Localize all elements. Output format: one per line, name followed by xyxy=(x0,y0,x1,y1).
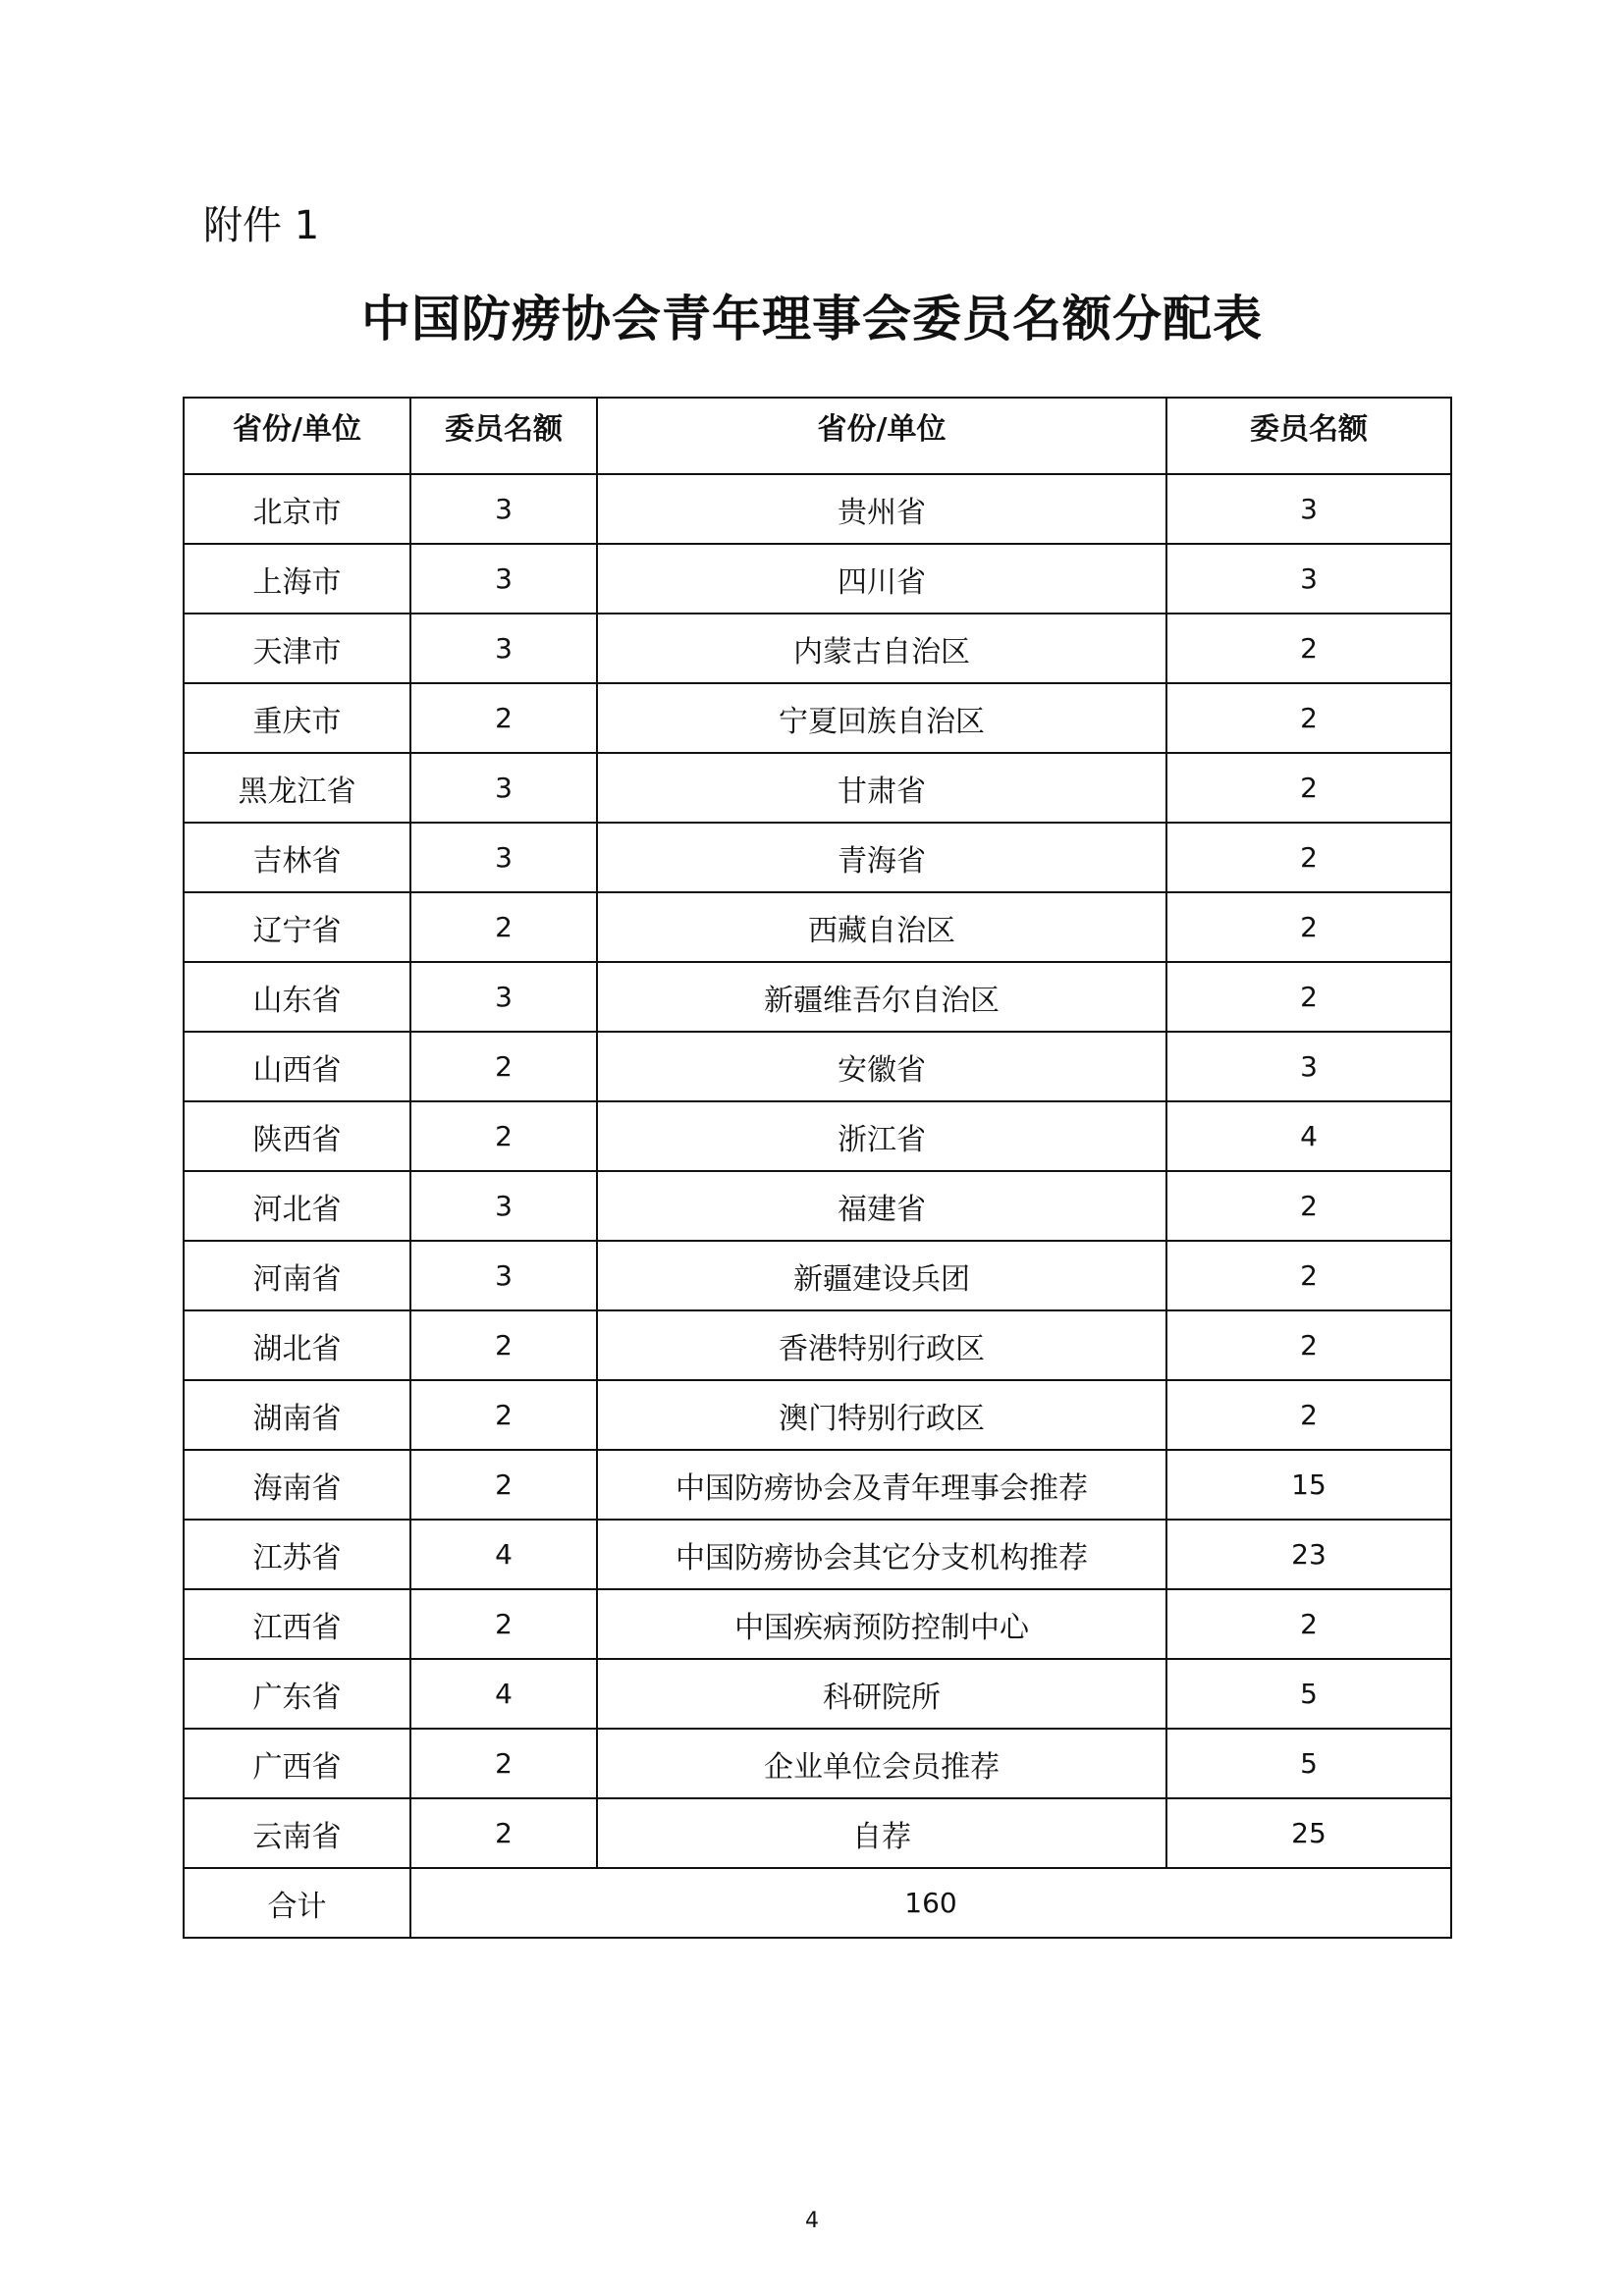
cell-quota: 3 xyxy=(410,823,597,892)
cell-quota: 3 xyxy=(410,544,597,614)
column-header-unit: 省份/单位 xyxy=(184,398,410,474)
cell-unit: 企业单位会员推荐 xyxy=(597,1729,1166,1798)
cell-quota: 23 xyxy=(1166,1520,1451,1589)
cell-quota: 2 xyxy=(1166,823,1451,892)
cell-unit: 河南省 xyxy=(184,1241,410,1310)
cell-unit: 西藏自治区 xyxy=(597,892,1166,962)
document-title: 中国防痨协会青年理事会委员名额分配表 xyxy=(361,290,1263,347)
table-row xyxy=(184,1101,1451,1171)
cell-quota: 2 xyxy=(410,683,597,753)
table-row xyxy=(184,1659,1451,1729)
cell-quota: 2 xyxy=(1166,892,1451,962)
cell-unit: 重庆市 xyxy=(184,683,410,753)
cell-quota: 2 xyxy=(1166,962,1451,1032)
table-row xyxy=(184,1589,1451,1659)
cell-quota: 2 xyxy=(410,1450,597,1520)
table-row xyxy=(184,474,1451,544)
cell-quota: 3 xyxy=(410,474,597,544)
cell-unit: 河北省 xyxy=(184,1171,410,1241)
cell-quota: 15 xyxy=(1166,1450,1451,1520)
cell-unit: 江西省 xyxy=(184,1589,410,1659)
column-header-quota: 委员名额 xyxy=(1166,398,1451,474)
table-row xyxy=(184,683,1451,753)
table-row xyxy=(184,1032,1451,1101)
cell-quota: 2 xyxy=(1166,614,1451,683)
page-number: 4 xyxy=(805,2209,819,2233)
cell-unit: 新疆建设兵团 xyxy=(597,1241,1166,1310)
cell-quota: 2 xyxy=(1166,753,1451,823)
total-value: 160 xyxy=(410,1868,1451,1938)
cell-unit: 江苏省 xyxy=(184,1520,410,1589)
cell-quota: 2 xyxy=(1166,1380,1451,1450)
table-row xyxy=(184,1241,1451,1310)
cell-quota: 2 xyxy=(410,1101,597,1171)
cell-unit: 陕西省 xyxy=(184,1101,410,1171)
table-row xyxy=(184,1798,1451,1868)
cell-unit: 广东省 xyxy=(184,1659,410,1729)
cell-unit: 澳门特别行政区 xyxy=(597,1380,1166,1450)
cell-unit: 湖北省 xyxy=(184,1310,410,1380)
total-row xyxy=(184,1868,1451,1938)
cell-quota: 2 xyxy=(1166,1171,1451,1241)
cell-quota: 2 xyxy=(410,1729,597,1798)
cell-quota: 2 xyxy=(410,1310,597,1380)
cell-unit: 科研院所 xyxy=(597,1659,1166,1729)
cell-unit: 中国防痨协会其它分支机构推荐 xyxy=(597,1520,1166,1589)
cell-unit: 云南省 xyxy=(184,1798,410,1868)
cell-unit: 广西省 xyxy=(184,1729,410,1798)
cell-quota: 3 xyxy=(410,753,597,823)
column-header-quota: 委员名额 xyxy=(410,398,597,474)
cell-unit: 自荐 xyxy=(597,1798,1166,1868)
cell-unit: 四川省 xyxy=(597,544,1166,614)
cell-unit: 黑龙江省 xyxy=(184,753,410,823)
cell-unit: 内蒙古自治区 xyxy=(597,614,1166,683)
cell-quota: 2 xyxy=(1166,1241,1451,1310)
cell-unit: 福建省 xyxy=(597,1171,1166,1241)
cell-quota: 3 xyxy=(1166,474,1451,544)
cell-quota: 3 xyxy=(410,962,597,1032)
cell-quota: 4 xyxy=(1166,1101,1451,1171)
cell-unit: 青海省 xyxy=(597,823,1166,892)
cell-quota: 2 xyxy=(1166,1589,1451,1659)
table-row xyxy=(184,614,1451,683)
table-row xyxy=(184,1380,1451,1450)
cell-quota: 25 xyxy=(1166,1798,1451,1868)
column-header-unit: 省份/单位 xyxy=(597,398,1166,474)
cell-quota: 2 xyxy=(410,892,597,962)
table-row xyxy=(184,753,1451,823)
table-row xyxy=(184,1520,1451,1589)
table-row xyxy=(184,1310,1451,1380)
cell-unit: 中国疾病预防控制中心 xyxy=(597,1589,1166,1659)
cell-unit: 山西省 xyxy=(184,1032,410,1101)
cell-quota: 3 xyxy=(1166,544,1451,614)
cell-quota: 3 xyxy=(1166,1032,1451,1101)
cell-unit: 宁夏回族自治区 xyxy=(597,683,1166,753)
cell-quota: 2 xyxy=(410,1798,597,1868)
total-label: 合计 xyxy=(184,1868,410,1938)
cell-unit: 甘肃省 xyxy=(597,753,1166,823)
cell-quota: 5 xyxy=(1166,1659,1451,1729)
table-row xyxy=(184,962,1451,1032)
cell-unit: 辽宁省 xyxy=(184,892,410,962)
cell-unit: 中国防痨协会及青年理事会推荐 xyxy=(597,1450,1166,1520)
cell-quota: 2 xyxy=(1166,683,1451,753)
cell-unit: 上海市 xyxy=(184,544,410,614)
cell-unit: 安徽省 xyxy=(597,1032,1166,1101)
cell-unit: 香港特别行政区 xyxy=(597,1310,1166,1380)
cell-quota: 2 xyxy=(1166,1310,1451,1380)
cell-unit: 天津市 xyxy=(184,614,410,683)
cell-unit: 新疆维吾尔自治区 xyxy=(597,962,1166,1032)
cell-quota: 4 xyxy=(410,1520,597,1589)
table-header-row xyxy=(184,398,1451,474)
cell-quota: 4 xyxy=(410,1659,597,1729)
cell-quota: 2 xyxy=(410,1589,597,1659)
cell-unit: 贵州省 xyxy=(597,474,1166,544)
cell-quota: 2 xyxy=(410,1380,597,1450)
table-row xyxy=(184,1729,1451,1798)
cell-quota: 2 xyxy=(410,1032,597,1101)
table-row xyxy=(184,1171,1451,1241)
cell-quota: 5 xyxy=(1166,1729,1451,1798)
cell-unit: 浙江省 xyxy=(597,1101,1166,1171)
cell-unit: 吉林省 xyxy=(184,823,410,892)
cell-unit: 北京市 xyxy=(184,474,410,544)
cell-quota: 3 xyxy=(410,1171,597,1241)
table-row xyxy=(184,823,1451,892)
table-row xyxy=(184,544,1451,614)
cell-quota: 3 xyxy=(410,614,597,683)
cell-unit: 海南省 xyxy=(184,1450,410,1520)
table-row xyxy=(184,892,1451,962)
table-body xyxy=(184,474,1451,1938)
cell-unit: 山东省 xyxy=(184,962,410,1032)
quota-table xyxy=(183,397,1452,1939)
cell-unit: 湖南省 xyxy=(184,1380,410,1450)
table-row xyxy=(184,1450,1451,1520)
attachment-label: 附件 1 xyxy=(203,203,320,248)
cell-quota: 3 xyxy=(410,1241,597,1310)
